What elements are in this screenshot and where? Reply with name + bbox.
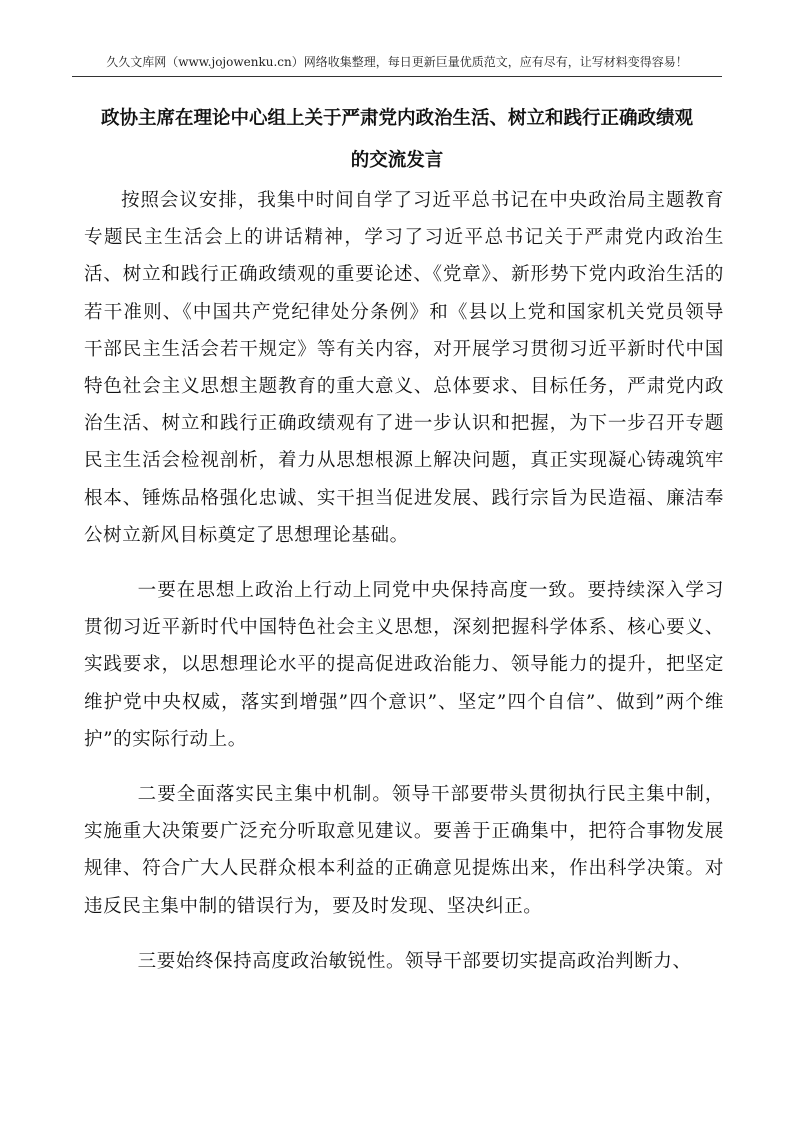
page-header xyxy=(72,52,722,77)
paragraph-point-three: 三要始终保持高度政治敏锐性。领导干部要切实提高政治判断力、 xyxy=(137,950,692,972)
title-line-1: 政协主席在理论中心组上关于严肃党内政治生活、树立和践行正确政绩观 xyxy=(100,108,693,129)
paragraph-point-two: 二要全面落实民主集中机制。领导干部要带头贯彻执行民主集中制，实施重大决策要广泛充分听取意见建议。要善于正确集中，把符合事物发展规律、符合广大人民群众根本利益的正确意见提炼出来，作出科学决策。对违反民主集中制的错误行为，要及时发现、坚决纠正。 xyxy=(84,784,724,917)
document-body xyxy=(84,182,724,980)
document-title xyxy=(72,98,722,182)
title-line-2: 的交流发言 xyxy=(350,150,444,171)
paragraph-point-one: 一要在思想上政治上行动上同党中央保持高度一致。要持续深入学习贯彻习近平新时代中国特色社会主义思想，深刻把握科学体系、核心要义、实践要求，以思想理论水平的提高促进政治能力、领导能力的提升，把坚定维护党中央权威，落实到增强”四个意识”、坚定”四个自信”、做到”两个维护”的实际行动上。 xyxy=(84,580,724,750)
header-text: 久久文库网（www.jojowenku.cn）网络收集整理，每日更新巨量优质范文，应有尽有，让写材料变得容易！ xyxy=(106,55,688,69)
paragraph-intro: 按照会议安排，我集中时间自学了习近平总书记在中央政治局主题教育专题民主生活会上的讲话精神，学习了习近平总书记关于严肃党内政治生活、树立和践行正确政绩观的重要论述、《党章》、新形势下党内政治生活的若干准则、《中国共产党纪律处分条例》和《县以上党和国家机关党员领导干部民主生活会若干规定》等有关内容，对开展学习贯彻习近平新时代中国特色社会主义思想主题教育的重大意义、总体要求、目标任务，严肃党内政治生活、树立和践行正确政绩观有了进一步认识和把握，为下一步召开专题民主生活会检视剖析，着力从思想根源上解决问题，真正实现凝心铸魂筑牢根本、锤炼品格强化忠诚、实干担当促进发展、践行宗旨为民造福、廉洁奉公树立新风目标奠定了思想理论基础。 xyxy=(84,190,724,546)
